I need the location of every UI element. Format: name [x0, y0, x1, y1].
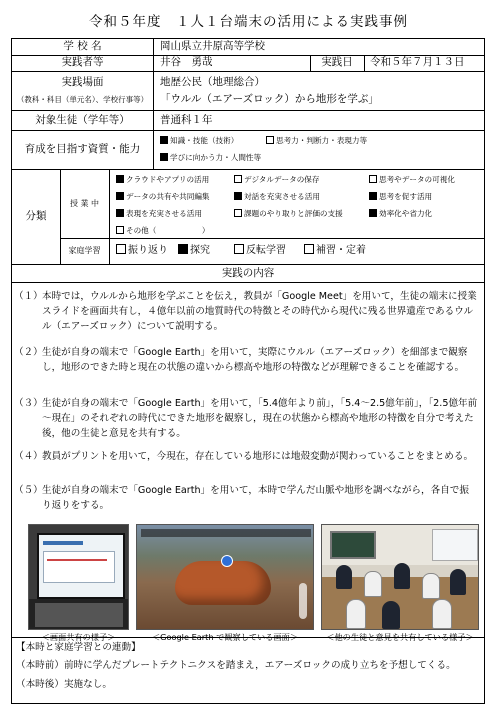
- checkbox-empty-icon: [116, 244, 126, 254]
- step-item: [16, 345, 478, 375]
- step-item: [16, 483, 478, 513]
- classification-option: 課題のやり取りと評価の支援: [234, 209, 343, 219]
- classification-option: データの共有や共同編集: [116, 192, 210, 202]
- date-value: 令和５年７月１３日: [370, 56, 465, 68]
- photo-discussion: [321, 524, 479, 630]
- home-study-label: 家庭学習: [68, 246, 101, 255]
- step-text: 教員がプリントを用いて，今現在，存在している地形には地殻変動が関わっていることをまとめる。: [42, 451, 474, 462]
- photo-screen-share: [28, 524, 129, 630]
- target-value: 普通科１年: [160, 114, 213, 126]
- teacher-label: 実践者等: [61, 56, 104, 68]
- target-label: 対象生徒（学年等）: [35, 114, 130, 126]
- home-study-option: 補習・定着: [304, 244, 366, 257]
- step-number: （５）: [14, 485, 43, 496]
- step-text: 生徒が自身の端末で「Google Earth」を用いて，「5.4億年より前」，「5.4～2.5億年前」，「2.5億年前～現在」のそれぞれの時代にできた地形を観察し，現在の状態から標高や地形の特徴を自分で考えた後，他の生徒と意見を共有する。: [42, 398, 478, 439]
- checkbox-checked-icon: [234, 192, 242, 200]
- scene-value-subject: 地歴公民（地理総合）: [160, 76, 265, 88]
- checkbox-empty-icon: [266, 136, 274, 144]
- home-before: （本時前）前時に学んだプレートテクトニクスを踏まえ，エアーズロックの成り立ちを予想してくる。: [16, 660, 456, 671]
- photo-google-earth: [136, 524, 314, 630]
- checkbox-checked-icon: [116, 209, 124, 217]
- ability-option-knowledge: 知識・技能（技術）: [160, 136, 238, 146]
- classification-option: デジタルデータの保存: [234, 175, 319, 185]
- caption-discussion: ＜他の生徒と意見を共有している様子＞: [326, 632, 474, 642]
- checkbox-empty-icon: [234, 209, 242, 217]
- in-class-label: 授 業 中: [69, 199, 100, 208]
- classification-label: 分類: [25, 210, 47, 222]
- ability-option-attitude: 学びに向かう力・人間性等: [160, 153, 261, 163]
- checkbox-checked-icon: [116, 175, 124, 183]
- school-value: 岡山県立井原高等学校: [160, 40, 265, 52]
- step-number: （４）: [14, 451, 43, 462]
- step-number: （１）: [14, 291, 43, 302]
- classification-option: 思考を促す活用: [369, 192, 432, 202]
- ability-option-thinking: 思考力・判断力・表現力等: [266, 136, 367, 146]
- checkbox-checked-icon: [178, 244, 188, 254]
- step-item: [16, 289, 478, 334]
- checkbox-empty-icon: [116, 226, 124, 234]
- home-study-option: 振り返り: [116, 244, 168, 257]
- checkbox-checked-icon: [116, 192, 124, 200]
- date-label: 実践日: [321, 56, 353, 68]
- caption-screen-share: ＜画面共有の様子＞: [41, 632, 116, 642]
- home-study-option: 反転学習: [234, 244, 286, 257]
- classification-option: その他（ ）: [116, 226, 210, 236]
- classification-option: 対話を充実させる活用: [234, 192, 320, 202]
- step-item: [16, 449, 478, 464]
- scene-label: 実践場面: [61, 76, 104, 88]
- ability-label: 育成を目指す資質・能力: [24, 143, 141, 155]
- teacher-value: 井谷 勇哉: [160, 56, 213, 68]
- classification-option: クラウドやアプリの活用: [116, 175, 209, 185]
- case-sheet: [11, 38, 485, 704]
- classification-option: 表現を充実させる活用: [116, 209, 202, 219]
- checkbox-empty-icon: [234, 244, 244, 254]
- school-label: 学 校 名: [63, 40, 102, 52]
- checkbox-checked-icon: [369, 192, 377, 200]
- step-number: （２）: [14, 347, 43, 358]
- classification-option: 思考やデータの可視化: [369, 175, 455, 185]
- checkbox-checked-icon: [369, 209, 377, 217]
- step-text: 生徒が自身の端末で「Google Earth」を用いて，実際にウルル（エアーズロック）を細部まで観察し，地形のできた時と現在の状態の違いから標高や地形の特徴などが理解できることを確認する。: [42, 347, 468, 373]
- step-text: 本時では，ウルルから地形を学ぶことを伝え，教員が「Google Meet」を用いて，生徒の端末に授業スライドを画面共有し，４億年以前の地質時代の特徴とその時代から現代に残る世界遺産であるウルル（エアーズロック）について説明する。: [42, 291, 477, 332]
- scene-value-unit: 「ウルル（エアーズロック）から地形を学ぶ」: [160, 93, 379, 105]
- checkbox-checked-icon: [160, 153, 168, 161]
- checkbox-empty-icon: [234, 175, 242, 183]
- home-study-option: 探究: [178, 244, 210, 257]
- checkbox-empty-icon: [304, 244, 314, 254]
- page-title: 令和５年度 １人１台端末の活用による実践事例: [89, 14, 408, 30]
- home-after: （本時後）実施なし。: [16, 679, 112, 690]
- step-number: （３）: [14, 398, 43, 409]
- classification-option: 効率化や省力化: [369, 209, 432, 219]
- checkbox-checked-icon: [160, 136, 168, 144]
- step-item: [16, 396, 478, 441]
- scene-sub: （教科・科目（単元名）、学校行事等）: [16, 95, 149, 104]
- step-text: 生徒が自身の端末で「Google Earth」を用いて，本時で学んだ山脈や地形を調べながら，各自で振り返りをする。: [42, 485, 469, 511]
- home-link-heading: 【本時と家庭学習との連動】: [16, 642, 141, 653]
- checkbox-empty-icon: [369, 175, 377, 183]
- content-heading: 実践の内容: [221, 267, 275, 279]
- caption-google-earth: ＜Google Earth で観察している画面＞: [151, 632, 299, 642]
